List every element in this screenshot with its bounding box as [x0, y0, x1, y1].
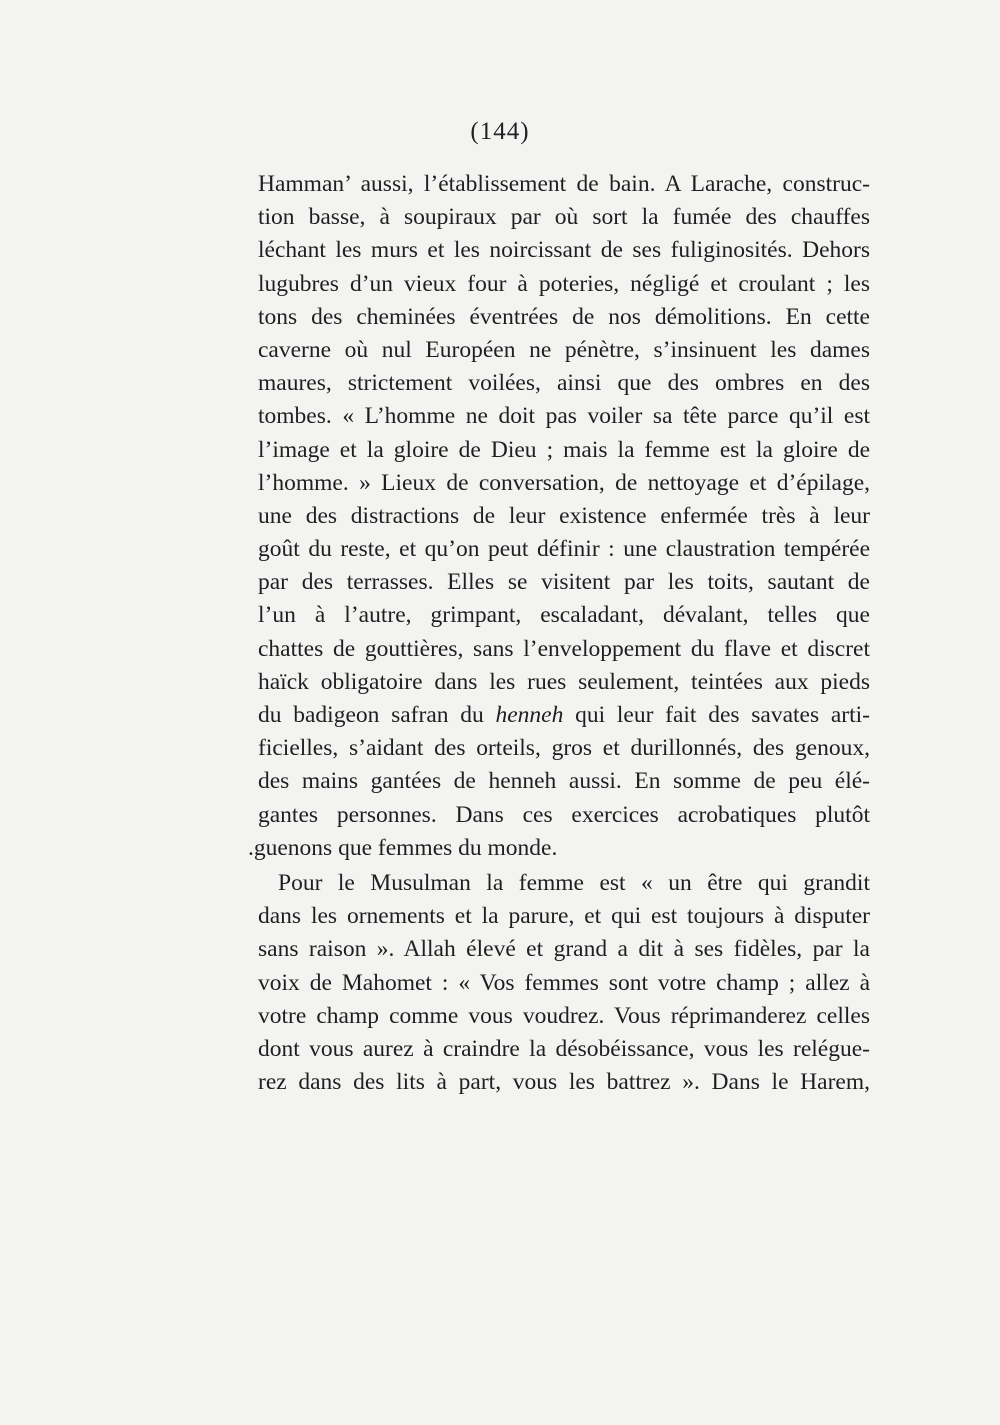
- text-line: une des distractions de leur existence enfermée très à leur: [258, 502, 870, 529]
- text-fragment: du badigeon safran du: [258, 702, 496, 728]
- text-line: par des terrasses. Elles se visitent par les toits, sautant de: [258, 569, 870, 596]
- paragraph-start-line: Pour le Musulman la femme est « un être qui grandit: [278, 869, 870, 896]
- text-line: tons des cheminées éventrées de nos démolitions. En cette: [258, 303, 870, 330]
- italic-word: henneh: [495, 702, 564, 728]
- text-line: gantes personnes. Dans ces exercices acrobatiques plutôt: [258, 801, 870, 828]
- text-line: dont vous aurez à craindre la désobéissance, vous les relégue-: [258, 1035, 870, 1062]
- text-fragment: qui leur fait des savates arti-: [563, 702, 870, 728]
- text-line: maures, strictement voilées, ainsi que des ombres en des: [258, 370, 870, 397]
- text-line: sans raison ». Allah élevé et grand a dit à ses fidèles, par la: [258, 936, 870, 963]
- text-line: caverne où nul Européen ne pénètre, s’insinuent les dames: [258, 336, 870, 363]
- text-line: des mains gantées de henneh aussi. En somme de peu élé-: [258, 768, 870, 795]
- page-number: (144): [470, 118, 530, 145]
- text-line: tion basse, à soupiraux par où sort la fumée des chauffes: [258, 204, 870, 231]
- text-line: votre champ comme vous voudrez. Vous réprimanderez celles: [258, 1002, 870, 1029]
- text-line: voix de Mahomet : « Vos femmes sont votre champ ; allez à: [258, 969, 870, 996]
- text-line: l’un à l’autre, grimpant, escaladant, dévalant, telles que: [258, 602, 870, 629]
- text-line: l’image et la gloire de Dieu ; mais la femme est la gloire de: [258, 436, 870, 463]
- text-line: léchant les murs et les noircissant de ses fuliginosités. Dehors: [258, 237, 870, 264]
- text-line-with-italic: [258, 699, 870, 732]
- text-line: rez dans des lits à part, vous les battrez ». Dans le Harem,: [258, 1069, 870, 1096]
- text-line: tombes. « L’homme ne doit pas voiler sa tête parce qu’il est: [258, 403, 870, 430]
- text-line: Hamman’ aussi, l’établissement de bain. A Larache, construc-: [258, 171, 870, 197]
- text-line: dans les ornements et la parure, et qui est toujours à disputer: [258, 903, 870, 930]
- text-line: goût du reste, et qu’on peut définir : une claustration tempérée: [258, 536, 870, 563]
- body-text: [248, 168, 870, 1099]
- text-line: l’homme. » Lieux de conversation, de nettoyage et d’épilage,: [258, 469, 870, 496]
- text-line: ficielles, s’aidant des orteils, gros et durillonnés, des genoux,: [258, 735, 870, 762]
- text-line: chattes de gouttières, sans l’enveloppement du flave et discret: [258, 635, 870, 662]
- text-line: haïck obligatoire dans les rues seulement, teintées aux pieds: [258, 668, 870, 695]
- paragraph-end-line: .guenons que femmes du monde.: [248, 834, 558, 861]
- text-line: lugubres d’un vieux four à poteries, négligé et croulant ; les: [258, 270, 870, 297]
